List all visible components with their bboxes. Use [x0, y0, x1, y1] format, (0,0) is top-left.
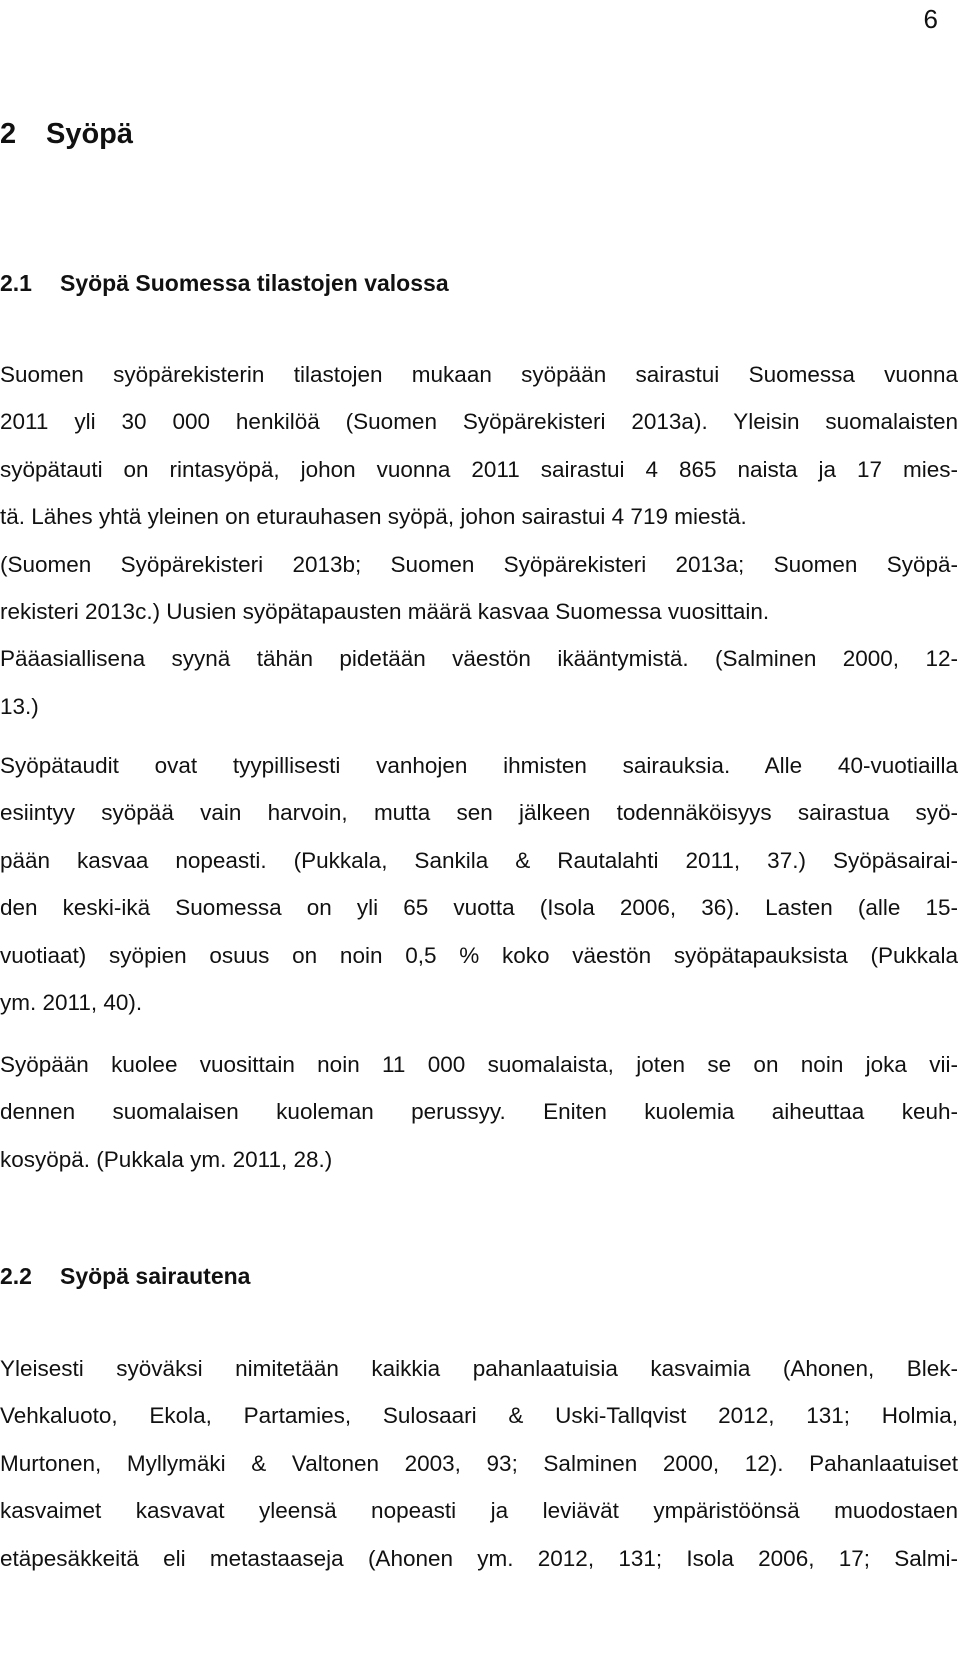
- text-line: dennen suomalaisen kuoleman perussyy. Eniten kuolemia aiheuttaa keuh-: [0, 1099, 958, 1125]
- text-line: vuotiaat) syöpien osuus on noin 0,5 % koko väestön syöpätapauksista (Pukkala: [0, 942, 958, 968]
- chapter-number: 2: [0, 118, 17, 150]
- section-title: Syöpä Suomessa tilastojen valossa: [60, 270, 449, 296]
- section-title: Syöpä sairautena: [60, 1263, 251, 1289]
- text-line: Pääasiallisena syynä tähän pidetään väestön ikääntymistä. (Salminen 2000, 12-: [0, 646, 958, 672]
- text-line: Suomen syöpärekisterin tilastojen mukaan syöpään sairastui Suomessa vuonna: [0, 362, 958, 387]
- paragraph: [0, 1345, 958, 1582]
- text-line: Vehkaluoto, Ekola, Partamies, Sulosaari & Uski-Tallqvist 2012, 131; Holmia,: [0, 1403, 958, 1429]
- text-line: Syöpään kuolee vuosittain noin 11 000 suomalaista, joten se on noin joka vii-: [0, 1052, 958, 1077]
- page-number: 6: [923, 4, 938, 34]
- text-line: esiintyy syöpää vain harvoin, mutta sen jälkeen todennäköisyys sairastua syö-: [0, 800, 958, 826]
- chapter-title: Syöpä: [46, 118, 134, 150]
- chapter-heading: [0, 116, 133, 152]
- text-line: (Suomen Syöpärekisteri 2013b; Suomen Syöpärekisteri 2013a; Suomen Syöpä-: [0, 551, 958, 577]
- text-line: syöpätauti on rintasyöpä, johon vuonna 2011 sairastui 4 865 naista ja 17 mies-: [0, 456, 958, 482]
- paragraph: [0, 351, 958, 730]
- text-line: tä. Lähes yhtä yleinen on eturauhasen syöpä, johon sairastui 4 719 miestä.: [0, 504, 747, 530]
- text-line: rekisteri 2013c.) Uusien syöpätapausten määrä kasvaa Suomessa vuosittain.: [0, 598, 770, 624]
- text-line: Murtonen, Myllymäki & Valtonen 2003, 93; Salminen 2000, 12). Pahanlaatuiset: [0, 1450, 958, 1476]
- text-line: 13.): [0, 693, 39, 719]
- text-line: Yleisesti syöväksi nimitetään kaikkia pahanlaatuisia kasvaimia (Ahonen, Blek-: [0, 1356, 958, 1381]
- paragraph: [0, 1041, 958, 1183]
- text-line: 2011 yli 30 000 henkilöä (Suomen Syöpärekisteri 2013a). Yleisin suomalaisten: [0, 409, 958, 435]
- paragraph: [0, 742, 958, 1026]
- section-heading-2-2: [0, 1261, 250, 1291]
- text-line: etäpesäkkeitä eli metastaaseja (Ahonen ym. 2012, 131; Isola 2006, 17; Salmi-: [0, 1545, 958, 1571]
- section-number: 2.2: [0, 1263, 32, 1289]
- text-line: pään kasvaa nopeasti. (Pukkala, Sankila & Rautalahti 2011, 37.) Syöpäsairai-: [0, 847, 958, 873]
- text-line: Syöpätaudit ovat tyypillisesti vanhojen ihmisten sairauksia. Alle 40-vuotiailla: [0, 753, 958, 778]
- text-line: kosyöpä. (Pukkala ym. 2011, 28.): [0, 1146, 333, 1172]
- text-line: den keski-ikä Suomessa on yli 65 vuotta (Isola 2006, 36). Lasten (alle 15-: [0, 895, 958, 921]
- section-heading-2-1: [0, 268, 449, 298]
- text-line: kasvaimet kasvavat yleensä nopeasti ja leviävät ympäristöönsä muodostaen: [0, 1498, 958, 1524]
- text-line: ym. 2011, 40).: [0, 989, 143, 1015]
- section-number: 2.1: [0, 270, 32, 296]
